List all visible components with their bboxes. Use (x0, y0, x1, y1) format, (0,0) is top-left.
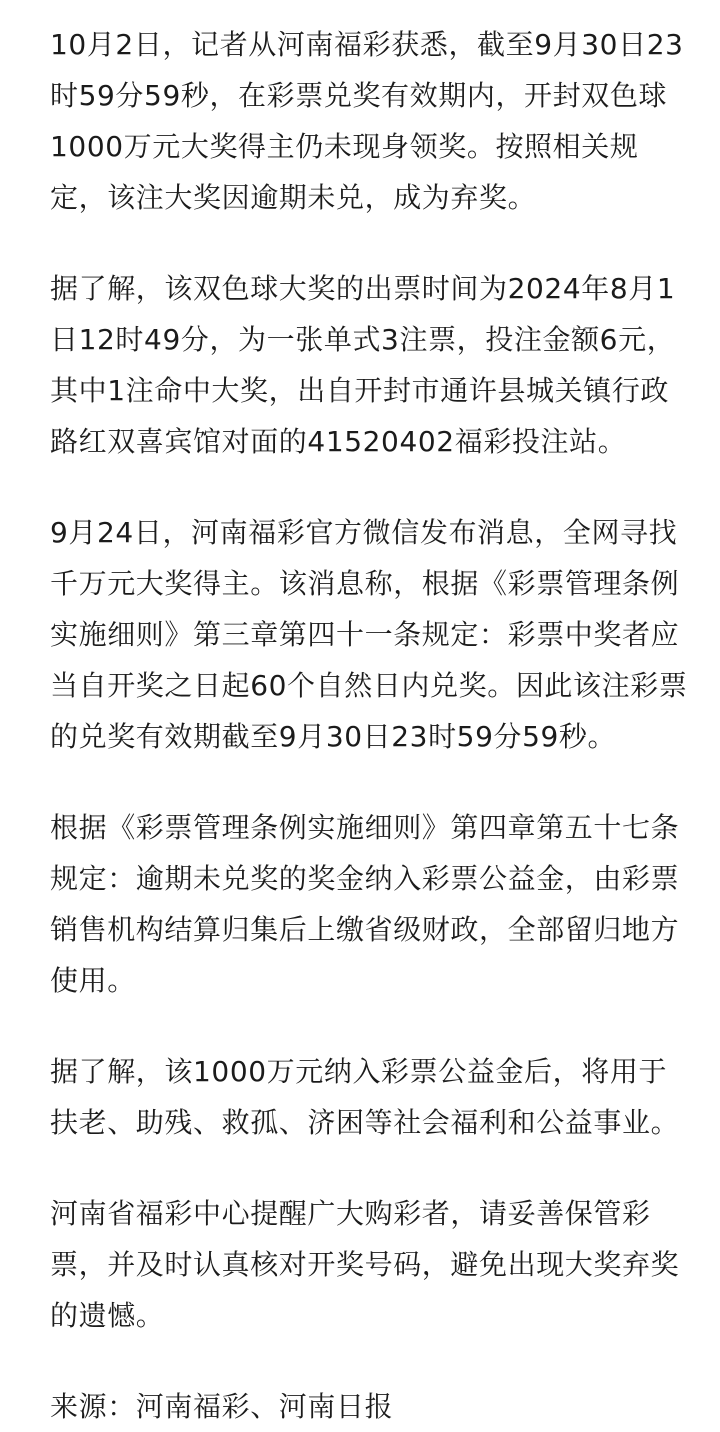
text-line: 时59分59秒，在彩票兑奖有效期内，开封双色球 (50, 79, 668, 112)
text-line: 的兑奖有效期截至9月30日23时59分59秒。 (50, 720, 617, 753)
text-line: 千万元大奖得主。该消息称，根据《彩票管理条例 (50, 567, 680, 600)
paragraph-3 (50, 507, 688, 762)
text-line: 销售机构结算归集后上缴省级财政，全部留归地方 (50, 913, 680, 946)
text-line: 当自开奖之日起60个自然日内兑奖。因此该注彩票 (50, 669, 688, 702)
text-line: 路红双喜宾馆对面的41520402福彩投注站。 (50, 425, 627, 458)
text-line: 根据《彩票管理条例实施细则》第四章第五十七条 (50, 811, 680, 844)
text-line: 据了解，该1000万元纳入彩票公益金后，将用于 (50, 1055, 668, 1088)
text-line: 河南省福彩中心提醒广大购彩者，请妥善保管彩 (50, 1197, 651, 1230)
text-line: 扶老、助残、救孤、济困等社会福利和公益事业。 (50, 1106, 680, 1139)
text-line: 规定：逾期未兑奖的奖金纳入彩票公益金，由彩票 (50, 862, 680, 895)
text-line: 1000万元大奖得主仍未现身领奖。按照相关规 (50, 130, 639, 163)
paragraph-4 (50, 802, 680, 1006)
text-line: 的遗憾。 (50, 1299, 165, 1332)
text-line: 定，该注大奖因逾期未兑，成为弃奖。 (50, 181, 537, 214)
text-line: 据了解，该双色球大奖的出票时间为2024年8月1 (50, 272, 676, 305)
text-line: 日12时49分，为一张单式3注票，投注金额6元， (50, 323, 676, 356)
paragraph-6 (50, 1188, 680, 1341)
text-line: 9月24日，河南福彩官方微信发布消息，全网寻找 (50, 516, 678, 549)
paragraph-5 (50, 1046, 680, 1148)
text-line: 实施细则》第三章第四十一条规定：彩票中奖者应 (50, 618, 680, 651)
text-line: 其中1注命中大奖，出自开封市通许县城关镇行政 (50, 374, 670, 407)
source-credit (50, 1381, 675, 1432)
text-line: 票，并及时认真核对开奖号码，避免出现大奖弃奖 (50, 1248, 680, 1281)
source-text: 来源：河南福彩、河南日报 (50, 1390, 394, 1423)
article-body (50, 19, 688, 1432)
text-line: 10月2日，记者从河南福彩获悉，截至9月30日23 (50, 28, 684, 61)
paragraph-1 (50, 19, 684, 223)
paragraph-2 (50, 263, 675, 467)
text-line: 使用。 (50, 964, 136, 997)
